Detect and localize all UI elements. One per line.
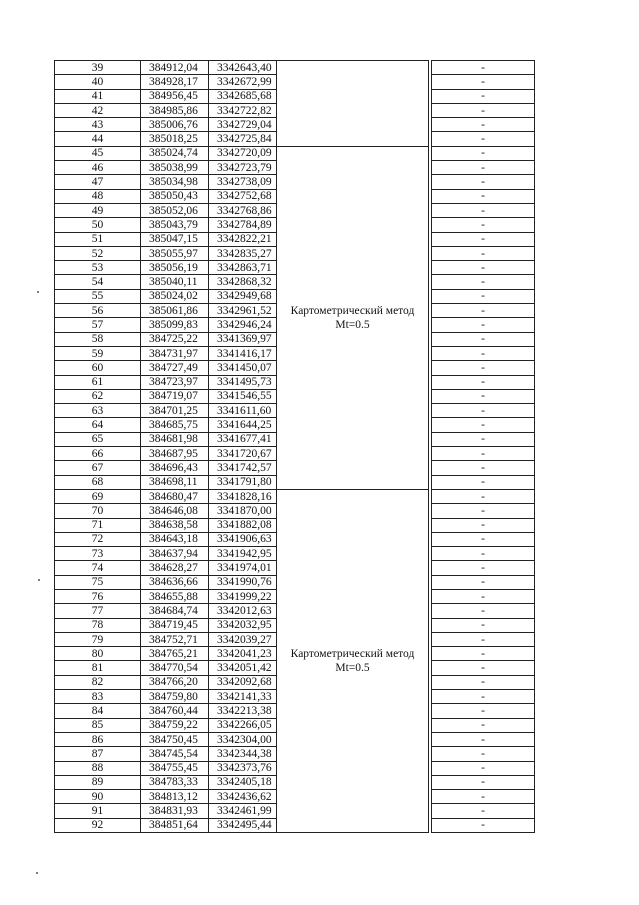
point-number-cell: 71 xyxy=(55,518,141,532)
point-number-cell: 56 xyxy=(55,304,141,318)
point-number-cell: 82 xyxy=(55,675,141,689)
accuracy-value-cell: - xyxy=(432,575,535,589)
x-coordinate-cell: 385024,02 xyxy=(141,289,209,303)
point-number-cell: 72 xyxy=(55,532,141,546)
accuracy-value-cell: - xyxy=(432,732,535,746)
y-coordinate-cell: 3342041,23 xyxy=(209,647,277,661)
y-coordinate-cell: 3342720,09 xyxy=(209,146,277,160)
point-number-cell: 78 xyxy=(55,618,141,632)
x-coordinate-cell: 385061,86 xyxy=(141,304,209,318)
x-coordinate-cell: 384719,07 xyxy=(141,389,209,403)
accuracy-value-cell: - xyxy=(432,218,535,232)
coordinates-table xyxy=(54,60,535,833)
accuracy-value-cell: - xyxy=(432,447,535,461)
point-number-cell: 89 xyxy=(55,775,141,789)
x-coordinate-cell: 384655,88 xyxy=(141,589,209,603)
y-coordinate-cell: 3342723,79 xyxy=(209,161,277,175)
point-number-cell: 69 xyxy=(55,489,141,503)
point-number-cell: 59 xyxy=(55,346,141,360)
y-coordinate-cell: 3342752,68 xyxy=(209,189,277,203)
point-number-cell: 39 xyxy=(55,61,141,75)
x-coordinate-cell: 385034,98 xyxy=(141,175,209,189)
point-number-cell: 45 xyxy=(55,146,141,160)
y-coordinate-cell: 3342344,38 xyxy=(209,747,277,761)
accuracy-value-cell: - xyxy=(432,775,535,789)
x-coordinate-cell: 385040,11 xyxy=(141,275,209,289)
point-number-cell: 65 xyxy=(55,432,141,446)
y-coordinate-cell: 3341791,80 xyxy=(209,475,277,489)
x-coordinate-cell: 384727,49 xyxy=(141,361,209,375)
y-coordinate-cell: 3342092,68 xyxy=(209,675,277,689)
method-cell: Картометрический метод Mt=0.5 xyxy=(277,489,429,832)
accuracy-value-cell: - xyxy=(432,118,535,132)
x-coordinate-cell: 384928,17 xyxy=(141,75,209,89)
x-coordinate-cell: 384750,45 xyxy=(141,732,209,746)
point-number-cell: 87 xyxy=(55,747,141,761)
x-coordinate-cell: 384646,08 xyxy=(141,504,209,518)
accuracy-value-cell: - xyxy=(432,532,535,546)
y-coordinate-cell: 3342685,68 xyxy=(209,89,277,103)
point-number-cell: 73 xyxy=(55,547,141,561)
x-coordinate-cell: 384731,97 xyxy=(141,346,209,360)
y-coordinate-cell: 3342784,89 xyxy=(209,218,277,232)
point-number-cell: 54 xyxy=(55,275,141,289)
x-coordinate-cell: 384783,33 xyxy=(141,775,209,789)
point-number-cell: 57 xyxy=(55,318,141,332)
point-number-cell: 85 xyxy=(55,718,141,732)
x-coordinate-cell: 384770,54 xyxy=(141,661,209,675)
accuracy-value-cell: - xyxy=(432,618,535,632)
scan-speck xyxy=(37,291,39,293)
accuracy-value-cell: - xyxy=(432,647,535,661)
point-number-cell: 43 xyxy=(55,118,141,132)
point-number-cell: 41 xyxy=(55,89,141,103)
y-coordinate-cell: 3341870,00 xyxy=(209,504,277,518)
point-number-cell: 51 xyxy=(55,232,141,246)
x-coordinate-cell: 384723,97 xyxy=(141,375,209,389)
accuracy-value-cell: - xyxy=(432,418,535,432)
x-coordinate-cell: 385047,15 xyxy=(141,232,209,246)
accuracy-value-cell: - xyxy=(432,189,535,203)
accuracy-value-cell: - xyxy=(432,375,535,389)
accuracy-value-cell: - xyxy=(432,332,535,346)
y-coordinate-cell: 3342868,32 xyxy=(209,275,277,289)
point-number-cell: 55 xyxy=(55,289,141,303)
accuracy-value-cell: - xyxy=(432,275,535,289)
accuracy-value-cell: - xyxy=(432,389,535,403)
x-coordinate-cell: 384766,20 xyxy=(141,675,209,689)
accuracy-value-cell: - xyxy=(432,246,535,260)
x-coordinate-cell: 384759,22 xyxy=(141,718,209,732)
x-coordinate-cell: 385018,25 xyxy=(141,132,209,146)
y-coordinate-cell: 3341369,97 xyxy=(209,332,277,346)
y-coordinate-cell: 3341644,25 xyxy=(209,418,277,432)
x-coordinate-cell: 385043,79 xyxy=(141,218,209,232)
y-coordinate-cell: 3342141,33 xyxy=(209,690,277,704)
x-coordinate-cell: 385056,19 xyxy=(141,261,209,275)
y-coordinate-cell: 3342722,82 xyxy=(209,103,277,117)
accuracy-value-cell: - xyxy=(432,61,535,75)
point-number-cell: 74 xyxy=(55,561,141,575)
point-number-cell: 75 xyxy=(55,575,141,589)
x-coordinate-cell: 384725,22 xyxy=(141,332,209,346)
y-coordinate-cell: 3342495,44 xyxy=(209,818,277,832)
point-number-cell: 42 xyxy=(55,103,141,117)
x-coordinate-cell: 384759,80 xyxy=(141,690,209,704)
point-number-cell: 49 xyxy=(55,203,141,217)
x-coordinate-cell: 384685,75 xyxy=(141,418,209,432)
x-coordinate-cell: 384851,64 xyxy=(141,818,209,832)
y-coordinate-cell: 3342012,63 xyxy=(209,604,277,618)
accuracy-value-cell: - xyxy=(432,304,535,318)
accuracy-value-cell: - xyxy=(432,489,535,503)
x-coordinate-cell: 384912,04 xyxy=(141,61,209,75)
point-number-cell: 63 xyxy=(55,404,141,418)
x-coordinate-cell: 384755,45 xyxy=(141,761,209,775)
point-number-cell: 77 xyxy=(55,604,141,618)
y-coordinate-cell: 3342405,18 xyxy=(209,775,277,789)
y-coordinate-cell: 3342051,42 xyxy=(209,661,277,675)
point-number-cell: 64 xyxy=(55,418,141,432)
x-coordinate-cell: 384681,98 xyxy=(141,432,209,446)
point-number-cell: 46 xyxy=(55,161,141,175)
x-coordinate-cell: 385052,06 xyxy=(141,203,209,217)
y-coordinate-cell: 3342266,05 xyxy=(209,718,277,732)
point-number-cell: 92 xyxy=(55,818,141,832)
accuracy-value-cell: - xyxy=(432,661,535,675)
y-coordinate-cell: 3341677,41 xyxy=(209,432,277,446)
y-coordinate-cell: 3341611,60 xyxy=(209,404,277,418)
y-coordinate-cell: 3341990,76 xyxy=(209,575,277,589)
accuracy-value-cell: - xyxy=(432,432,535,446)
accuracy-value-cell: - xyxy=(432,675,535,689)
point-number-cell: 84 xyxy=(55,704,141,718)
x-coordinate-cell: 384760,44 xyxy=(141,704,209,718)
accuracy-value-cell: - xyxy=(432,232,535,246)
accuracy-value-cell: - xyxy=(432,761,535,775)
point-number-cell: 70 xyxy=(55,504,141,518)
accuracy-value-cell: - xyxy=(432,589,535,603)
accuracy-value-cell: - xyxy=(432,518,535,532)
point-number-cell: 52 xyxy=(55,246,141,260)
point-number-cell: 40 xyxy=(55,75,141,89)
accuracy-value-cell: - xyxy=(432,404,535,418)
point-number-cell: 79 xyxy=(55,632,141,646)
y-coordinate-cell: 3342373,76 xyxy=(209,761,277,775)
y-coordinate-cell: 3342436,62 xyxy=(209,790,277,804)
x-coordinate-cell: 385006,76 xyxy=(141,118,209,132)
point-number-cell: 80 xyxy=(55,647,141,661)
point-number-cell: 81 xyxy=(55,661,141,675)
method-cell: Картометрический метод Mt=0.5 xyxy=(277,146,429,489)
y-coordinate-cell: 3342738,09 xyxy=(209,175,277,189)
point-number-cell: 66 xyxy=(55,447,141,461)
x-coordinate-cell: 384752,71 xyxy=(141,632,209,646)
x-coordinate-cell: 384637,94 xyxy=(141,547,209,561)
x-coordinate-cell: 384765,21 xyxy=(141,647,209,661)
accuracy-value-cell: - xyxy=(432,561,535,575)
accuracy-value-cell: - xyxy=(432,89,535,103)
x-coordinate-cell: 384628,27 xyxy=(141,561,209,575)
point-number-cell: 91 xyxy=(55,804,141,818)
accuracy-value-cell: - xyxy=(432,75,535,89)
x-coordinate-cell: 384956,45 xyxy=(141,89,209,103)
table-row xyxy=(55,146,535,160)
point-number-cell: 47 xyxy=(55,175,141,189)
x-coordinate-cell: 384745,54 xyxy=(141,747,209,761)
x-coordinate-cell: 384813,12 xyxy=(141,790,209,804)
scan-speck xyxy=(36,872,38,874)
accuracy-value-cell: - xyxy=(432,804,535,818)
y-coordinate-cell: 3342643,40 xyxy=(209,61,277,75)
y-coordinate-cell: 3341495,73 xyxy=(209,375,277,389)
y-coordinate-cell: 3341742,57 xyxy=(209,461,277,475)
y-coordinate-cell: 3341416,17 xyxy=(209,346,277,360)
y-coordinate-cell: 3342039,27 xyxy=(209,632,277,646)
x-coordinate-cell: 384680,47 xyxy=(141,489,209,503)
y-coordinate-cell: 3342304,00 xyxy=(209,732,277,746)
x-coordinate-cell: 384719,45 xyxy=(141,618,209,632)
point-number-cell: 53 xyxy=(55,261,141,275)
y-coordinate-cell: 3342822,21 xyxy=(209,232,277,246)
accuracy-value-cell: - xyxy=(432,361,535,375)
x-coordinate-cell: 384696,43 xyxy=(141,461,209,475)
y-coordinate-cell: 3342949,68 xyxy=(209,289,277,303)
x-coordinate-cell: 385099,83 xyxy=(141,318,209,332)
point-number-cell: 62 xyxy=(55,389,141,403)
x-coordinate-cell: 385024,74 xyxy=(141,146,209,160)
point-number-cell: 48 xyxy=(55,189,141,203)
point-number-cell: 68 xyxy=(55,475,141,489)
accuracy-value-cell: - xyxy=(432,161,535,175)
accuracy-value-cell: - xyxy=(432,132,535,146)
accuracy-value-cell: - xyxy=(432,346,535,360)
x-coordinate-cell: 384684,74 xyxy=(141,604,209,618)
point-number-cell: 61 xyxy=(55,375,141,389)
y-coordinate-cell: 3341999,22 xyxy=(209,589,277,603)
accuracy-value-cell: - xyxy=(432,747,535,761)
y-coordinate-cell: 3341906,63 xyxy=(209,532,277,546)
point-number-cell: 44 xyxy=(55,132,141,146)
y-coordinate-cell: 3342461,99 xyxy=(209,804,277,818)
point-number-cell: 67 xyxy=(55,461,141,475)
x-coordinate-cell: 384643,18 xyxy=(141,532,209,546)
coordinates-table-body xyxy=(55,61,535,833)
accuracy-value-cell: - xyxy=(432,818,535,832)
x-coordinate-cell: 384701,25 xyxy=(141,404,209,418)
accuracy-value-cell: - xyxy=(432,632,535,646)
method-cell xyxy=(277,61,429,147)
y-coordinate-cell: 3342961,52 xyxy=(209,304,277,318)
accuracy-value-cell: - xyxy=(432,504,535,518)
y-coordinate-cell: 3341828,16 xyxy=(209,489,277,503)
point-number-cell: 76 xyxy=(55,589,141,603)
x-coordinate-cell: 385038,99 xyxy=(141,161,209,175)
point-number-cell: 90 xyxy=(55,790,141,804)
table-row xyxy=(55,489,535,503)
accuracy-value-cell: - xyxy=(432,790,535,804)
accuracy-value-cell: - xyxy=(432,261,535,275)
y-coordinate-cell: 3341450,07 xyxy=(209,361,277,375)
accuracy-value-cell: - xyxy=(432,690,535,704)
y-coordinate-cell: 3342863,71 xyxy=(209,261,277,275)
accuracy-value-cell: - xyxy=(432,704,535,718)
y-coordinate-cell: 3342725,84 xyxy=(209,132,277,146)
accuracy-value-cell: - xyxy=(432,461,535,475)
y-coordinate-cell: 3342032,95 xyxy=(209,618,277,632)
accuracy-value-cell: - xyxy=(432,175,535,189)
y-coordinate-cell: 3341974,01 xyxy=(209,561,277,575)
accuracy-value-cell: - xyxy=(432,718,535,732)
y-coordinate-cell: 3342213,38 xyxy=(209,704,277,718)
y-coordinate-cell: 3342946,24 xyxy=(209,318,277,332)
point-number-cell: 88 xyxy=(55,761,141,775)
y-coordinate-cell: 3342672,99 xyxy=(209,75,277,89)
x-coordinate-cell: 384636,66 xyxy=(141,575,209,589)
point-number-cell: 83 xyxy=(55,690,141,704)
table-row xyxy=(55,61,535,75)
x-coordinate-cell: 384687,95 xyxy=(141,447,209,461)
accuracy-value-cell: - xyxy=(432,103,535,117)
accuracy-value-cell: - xyxy=(432,475,535,489)
x-coordinate-cell: 384638,58 xyxy=(141,518,209,532)
point-number-cell: 58 xyxy=(55,332,141,346)
accuracy-value-cell: - xyxy=(432,289,535,303)
accuracy-value-cell: - xyxy=(432,146,535,160)
y-coordinate-cell: 3342768,86 xyxy=(209,203,277,217)
accuracy-value-cell: - xyxy=(432,604,535,618)
y-coordinate-cell: 3341720,67 xyxy=(209,447,277,461)
y-coordinate-cell: 3341882,08 xyxy=(209,518,277,532)
accuracy-value-cell: - xyxy=(432,318,535,332)
point-number-cell: 60 xyxy=(55,361,141,375)
x-coordinate-cell: 385055,97 xyxy=(141,246,209,260)
accuracy-value-cell: - xyxy=(432,203,535,217)
accuracy-value-cell: - xyxy=(432,547,535,561)
scan-speck xyxy=(38,579,40,581)
y-coordinate-cell: 3341546,55 xyxy=(209,389,277,403)
x-coordinate-cell: 385050,43 xyxy=(141,189,209,203)
x-coordinate-cell: 384831,93 xyxy=(141,804,209,818)
y-coordinate-cell: 3341942,95 xyxy=(209,547,277,561)
point-number-cell: 50 xyxy=(55,218,141,232)
y-coordinate-cell: 3342729,04 xyxy=(209,118,277,132)
x-coordinate-cell: 384985,86 xyxy=(141,103,209,117)
point-number-cell: 86 xyxy=(55,732,141,746)
y-coordinate-cell: 3342835,27 xyxy=(209,246,277,260)
x-coordinate-cell: 384698,11 xyxy=(141,475,209,489)
